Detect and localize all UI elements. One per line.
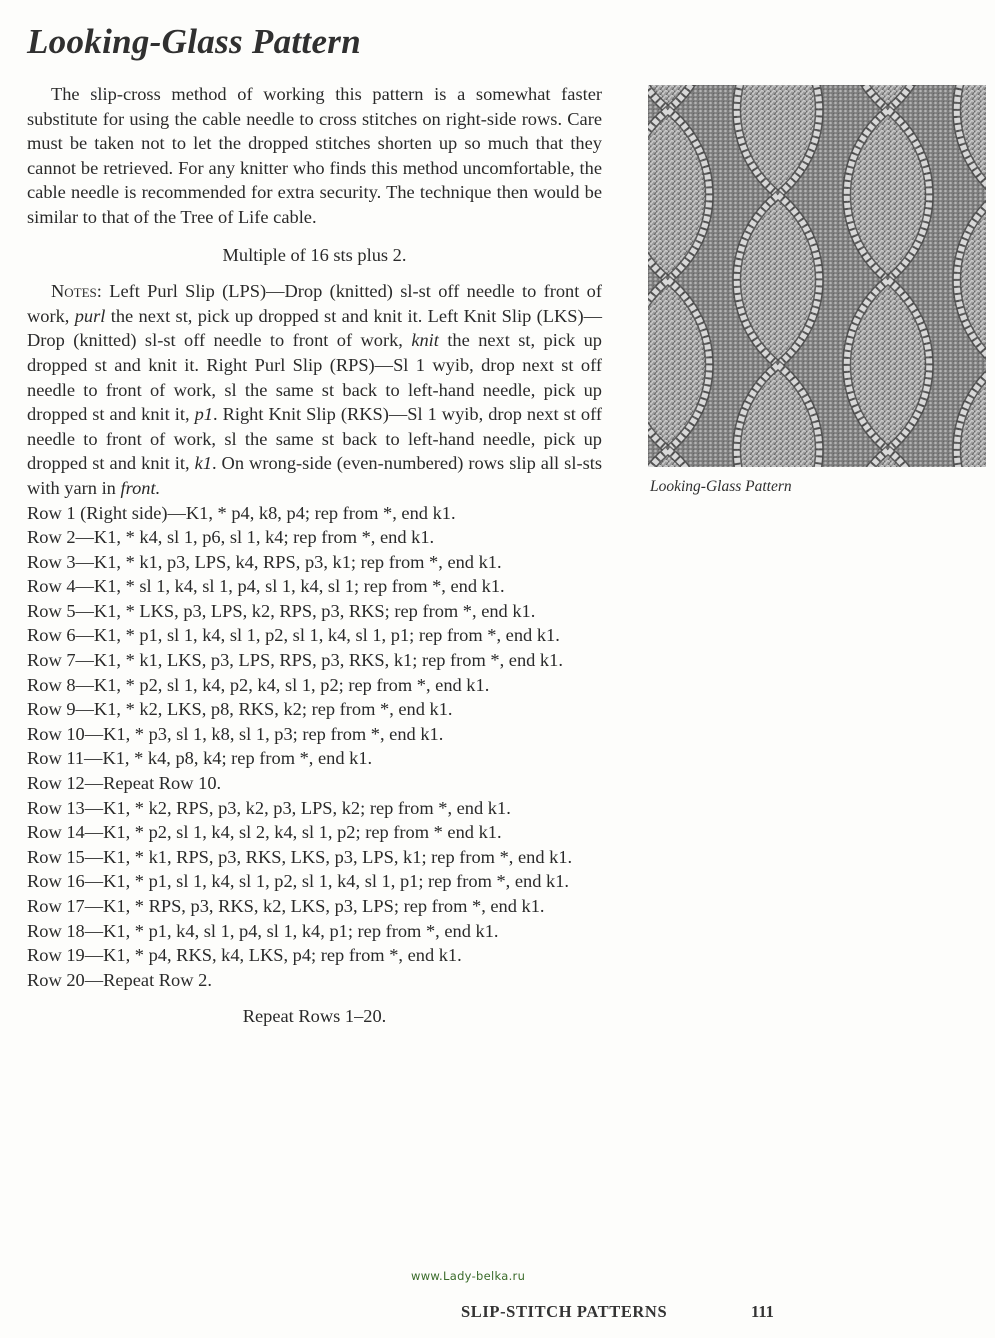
swatch-image [648, 85, 986, 467]
notes-text: the next st, pick up dropped st and knit it. Left Knit Slip (LKS)—Drop (knitted) sl-st off needle to front of work, [27, 305, 602, 351]
notes-paragraph [27, 279, 602, 500]
row-instruction: Row 20—Repeat Row 2. [27, 969, 212, 990]
notes-emphasis: k1 [194, 453, 212, 474]
row-instruction: Row 14—K1, * p2, sl 1, k4, sl 2, k4, sl 1, p2; rep from * end k1. [27, 822, 502, 843]
row-instruction: Row 3—K1, * k1, p3, LPS, k4, RPS, p3, k1; rep from *, end k1. [27, 551, 502, 572]
row-instructions [27, 501, 602, 993]
footer-section-title: SLIP-STITCH PATTERNS [461, 1302, 668, 1321]
photo-caption: Looking-Glass Pattern [650, 478, 792, 495]
notes-text: . On wrong-side (even-numbered) rows slip all sl-sts with yarn in [27, 453, 602, 498]
row-instruction: Row 18—K1, * p1, k4, sl 1, p4, sl 1, k4, p1; rep from *, end k1. [27, 920, 499, 941]
row-instruction: Row 10—K1, * p3, sl 1, k8, sl 1, p3; rep from *, end k1. [27, 723, 444, 744]
notes-text: Left Purl Slip (LPS)—Drop (knitted) sl-st off needle to front of work, [27, 281, 602, 326]
row-instruction: Row 6—K1, * p1, sl 1, k4, sl 1, p2, sl 1, k4, sl 1, p1; rep from *, end k1. [27, 625, 560, 646]
swatch-photo [648, 85, 986, 467]
notes-emphasis: knit [411, 330, 439, 351]
row-instruction: Row 9—K1, * k2, LKS, p8, RKS, k2; rep from *, end k1. [27, 699, 453, 720]
notes-label: Notes: [51, 281, 102, 302]
notes-text: the next st, pick up dropped st and knit it. Right Purl Slip (RPS)—Sl 1 wyib, drop next st off needle to front of work, sl the same st back to left-hand needle, pick up dropped st and knit it, [27, 330, 602, 425]
row-instruction: Row 16—K1, * p1, sl 1, k4, sl 1, p2, sl 1, k4, sl 1, p1; rep from *, end k1. [27, 871, 570, 892]
notes-text: . Right Knit Slip (RKS)—Sl 1 wyib, drop next st off needle to front of work, sl the same st back to left-hand needle, pick up dropped st and knit it, [27, 404, 602, 474]
row-instruction: Row 17—K1, * RPS, p3, RKS, k2, LKS, p3, LPS; rep from *, end k1. [27, 896, 545, 916]
row-instruction: Row 13—K1, * k2, RPS, p3, k2, p3, LPS, k2; rep from *, end k1. [27, 797, 511, 818]
repeat-instruction: Repeat Rows 1–20. [242, 1006, 387, 1027]
notes-emphasis: p1 [194, 404, 213, 425]
row-instruction: Row 4—K1, * sl 1, k4, sl 1, p4, sl 1, k4, sl 1; rep from *, end k1. [27, 576, 505, 597]
pattern-title: Looking-Glass Pattern [27, 22, 361, 61]
row-instruction: Row 15—K1, * k1, RPS, p3, RKS, LKS, p3, LPS, k1; rep from *, end k1. [27, 846, 573, 867]
stitch-multiple: Multiple of 16 sts plus 2. [222, 244, 407, 265]
page-number: 111 [751, 1302, 774, 1321]
row-instruction: Row 1 (Right side)—K1, * p4, k8, p4; rep from *, end k1. [27, 502, 456, 523]
row-instruction: Row 2—K1, * k4, sl 1, p6, sl 1, k4; rep from *, end k1. [27, 527, 435, 548]
notes-body [27, 281, 602, 498]
row-instruction: Row 7—K1, * k1, LKS, p3, LPS, RPS, p3, RKS, k1; rep from *, end k1. [27, 650, 563, 671]
notes-emphasis: front. [120, 477, 161, 498]
row-instruction: Row 12—Repeat Row 10. [27, 773, 222, 794]
text-column [27, 82, 602, 1041]
row-instruction: Row 5—K1, * LKS, p3, LPS, k2, RPS, p3, RKS; rep from *, end k1. [27, 600, 536, 621]
intro-text: The slip-cross method of working this pattern is a somewhat faster substitute for using the cable needle to cross stitches on right-side rows. Care must be taken not to let the dropped stitches shorten up so much that they cannot be retrieved. For any knitter who finds this method uncomfortable, the cable needle is recommended for extra security. The technique then would be similar to that of the Tree of Life cable. [27, 84, 602, 227]
row-instruction: Row 11—K1, * k4, p8, k4; rep from *, end k1. [27, 748, 373, 769]
notes-emphasis: purl [74, 305, 106, 326]
row-instruction: Row 8—K1, * p2, sl 1, k4, p2, k4, sl 1, p2; rep from *, end k1. [27, 674, 490, 695]
watermark-link[interactable]: www.Lady-belka.ru [411, 1269, 526, 1283]
row-instruction: Row 19—K1, * p4, RKS, k4, LKS, p4; rep from *, end k1. [27, 945, 462, 966]
intro-paragraph [27, 82, 602, 230]
